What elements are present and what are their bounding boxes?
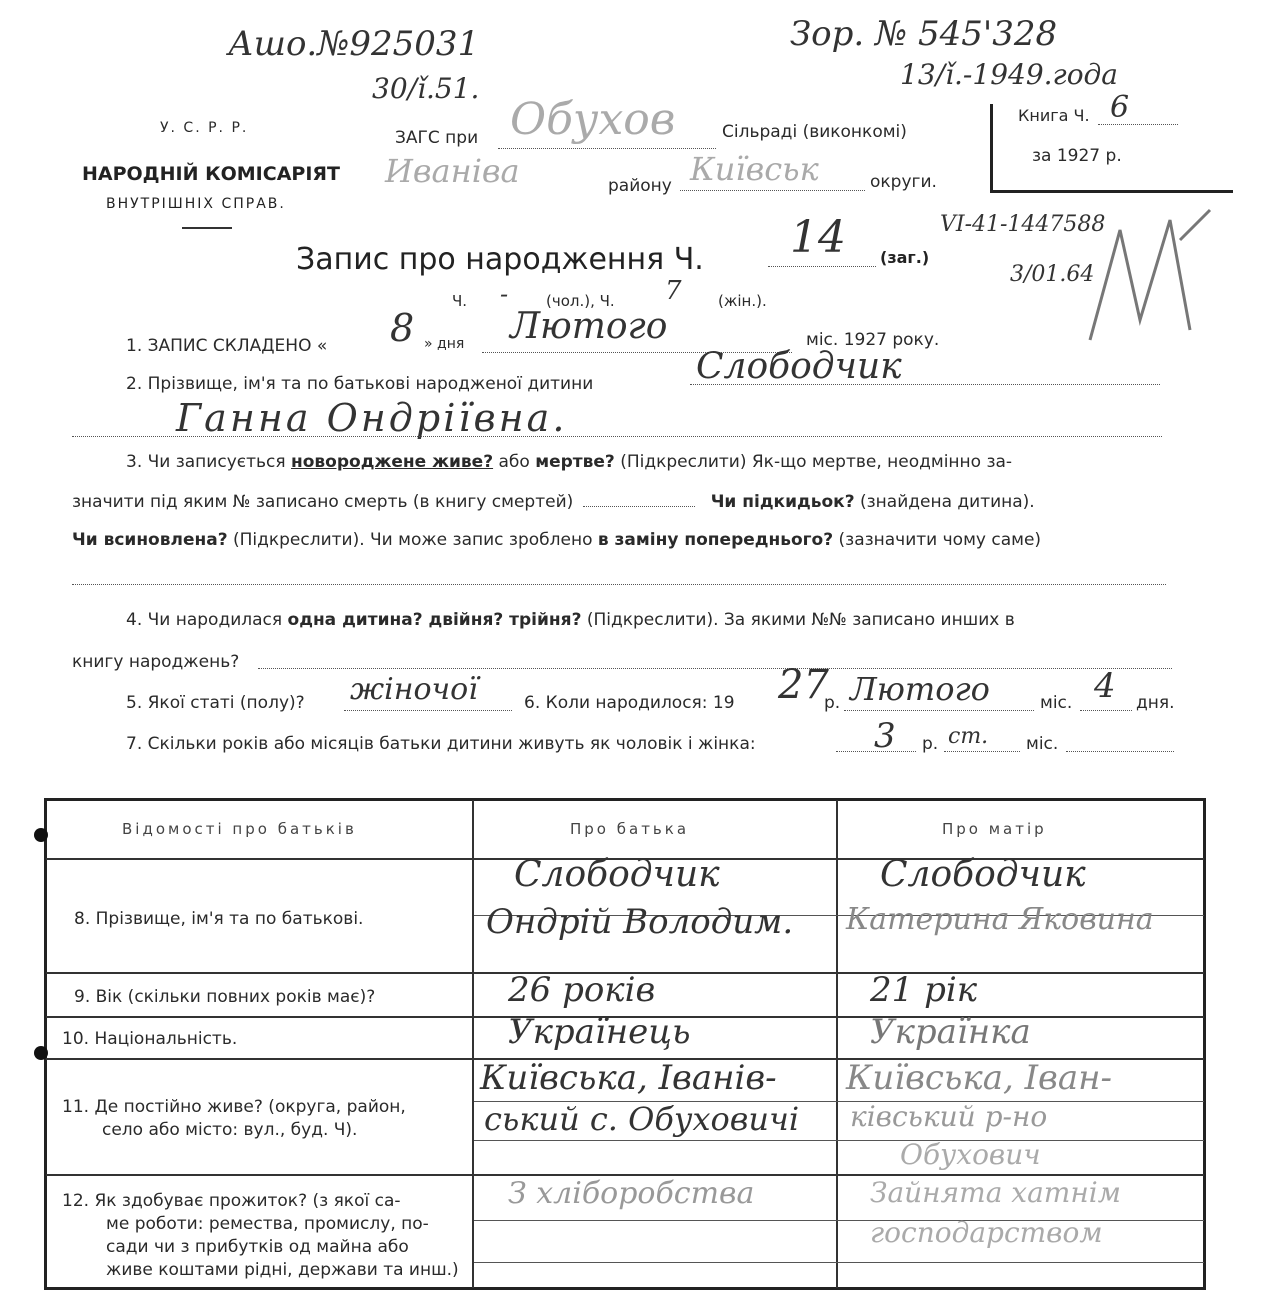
item2-label: 2. Прізвище, ім'я та по батькові народженої дитини <box>126 374 594 394</box>
born-label: 6. Коли народилося: 19 <box>524 693 735 713</box>
born-mis: міс. <box>1040 693 1073 713</box>
okrug-line <box>680 190 865 191</box>
mother-age: 21 рік <box>870 970 978 1010</box>
okrug-value: Київськ <box>690 150 819 188</box>
annotation-top-left-1: Ашо.№925031 <box>228 24 480 64</box>
mother-residence-2: ківський р-но <box>850 1100 1048 1133</box>
female-count: 7 <box>665 276 682 306</box>
male-prefix: Ч. <box>452 292 468 310</box>
item7-r: р. <box>922 734 939 754</box>
record-number-line <box>768 266 876 267</box>
child-given-line <box>72 436 1162 437</box>
mother-occupation-2: господарством <box>870 1216 1103 1249</box>
header-divider <box>182 227 232 229</box>
born-month: Лютого <box>850 670 990 708</box>
father-occupation: З хліборобства <box>508 1176 755 1211</box>
mother-occupation-1: Зайнята хатнім <box>870 1176 1121 1209</box>
zags-label: ЗАГС при <box>395 128 479 148</box>
item1-suffix: міс. 1927 року. <box>806 330 940 350</box>
district-label: району <box>608 176 672 196</box>
child-sex-line <box>344 710 512 711</box>
header-mother: Про матір <box>942 820 1047 838</box>
record-title: Запис про народження Ч. <box>296 242 704 277</box>
father-nationality: Українець <box>508 1012 691 1052</box>
item5-label: 5. Якої статі (полу)? <box>126 693 305 713</box>
born-month-line <box>844 710 1034 711</box>
item3-line1: 3. Чи записується новороджене живе? або мертве? (Підкреслити) Як-що мертве, неодмінно за- <box>126 452 1013 472</box>
book-number: 6 <box>1110 90 1130 125</box>
mother-surname: Слободчик <box>880 854 1086 895</box>
item1-mid: » дня <box>424 336 465 352</box>
book-label: Книга Ч. <box>1018 106 1090 125</box>
table-subline-12b <box>474 1262 1204 1263</box>
father-name: Ондрій Володим. <box>486 902 794 942</box>
annotation-top-right-1: Зор. № 545'328 <box>790 14 1058 54</box>
row-11-label: 11. Де постійно живе? (округа, район, село або місто: вул., буд. Ч). <box>62 1097 406 1140</box>
annotation-top-right-2: 13/ǐ.-1949.года <box>900 58 1118 91</box>
item4-line1: 4. Чи народилася одна дитина? двійня? трійня? (Підкреслити). За якими №№ записано инших в <box>126 610 1015 630</box>
annotation-right-margin-1: VI-41-1447588 <box>940 212 1106 237</box>
record-number: 14 <box>790 212 846 263</box>
item1-day: 8 <box>390 306 415 350</box>
child-surname: Слободчик <box>696 346 902 387</box>
row-12-label: 12. Як здобуває прожиток? (з якої са- ме роботи: ремества, промислу, по- сади чи з прибутків од майна або живе коштами рідні, держави та инш.) <box>62 1191 459 1280</box>
zags-village-line <box>498 148 716 149</box>
born-day-line <box>1080 710 1132 711</box>
row-8-label: 8. Прізвище, ім'я та по батькові. <box>74 909 364 929</box>
ministry-subtitle: ВНУТРІШНІХ СПРАВ. <box>106 196 286 212</box>
born-year: 27 <box>778 662 829 708</box>
row-9-label: 9. Вік (скільки повних років має)? <box>74 987 376 1007</box>
district-value: Иваніва <box>385 152 520 190</box>
table-divider-2 <box>836 800 838 1288</box>
book-number-line <box>1098 124 1178 125</box>
header-father: Про батька <box>570 820 690 838</box>
father-age: 26 років <box>508 970 656 1010</box>
row-10-label: 10. Національність. <box>62 1029 238 1049</box>
item3-line <box>72 584 1166 585</box>
annotation-right-margin-2: 3/01.64 <box>1010 262 1095 287</box>
binder-hole-2 <box>34 1046 48 1060</box>
item7-mis: міс. <box>1026 734 1059 754</box>
okrug-label: округи. <box>870 172 937 192</box>
mother-nationality: Українка <box>870 1012 1031 1052</box>
child-sex: жіночої <box>350 672 478 707</box>
ministry-title: НАРОДНІЙ КОМІСАРІЯТ <box>82 163 340 185</box>
header-info: Відомості про батьків <box>122 820 357 838</box>
item4-line2: книгу народжень? <box>72 652 240 672</box>
male-count: - <box>500 280 509 308</box>
annotation-top-left-2: 30/ǐ.51. <box>372 72 480 105</box>
father-residence-2: ський с. Обуховичі <box>484 1100 800 1138</box>
book-year: за 1927 р. <box>1032 146 1122 166</box>
item7-tail-line <box>1066 751 1174 752</box>
born-r: р. <box>824 693 841 713</box>
item7-months-line <box>944 751 1020 752</box>
binder-hole-1 <box>34 828 48 842</box>
republic-label: У. С. Р. Р. <box>160 120 249 136</box>
signature-scribble <box>1080 200 1230 360</box>
female-label: (жін.). <box>718 292 767 310</box>
item3-line2: значити під яким № записано смерть (в книгу смертей) Чи підкидьок? (знайдена дитина). <box>72 492 1035 512</box>
child-given-name: Ганна Ондріївна. <box>176 396 568 440</box>
mother-residence-3: Обухович <box>900 1138 1041 1171</box>
record-suffix: (заг.) <box>880 248 930 267</box>
table-subline-11b <box>474 1140 1204 1141</box>
item7-months: ст. <box>948 724 989 749</box>
table-divider-1 <box>472 800 474 1288</box>
child-surname-line <box>690 384 1160 385</box>
mother-residence-1: Київська, Іван- <box>846 1058 1112 1098</box>
item1-prefix: 1. ЗАПИС СКЛАДЕНО « <box>126 336 328 356</box>
father-residence-1: Київська, Іванів- <box>480 1058 777 1098</box>
born-dnia: дня. <box>1136 693 1175 713</box>
item1-month: Лютого <box>510 306 668 347</box>
mother-name: Катерина Яковина <box>846 902 1154 937</box>
father-surname: Слободчик <box>514 854 720 895</box>
item3-line3: Чи всиновлена? (Підкреслити). Чи може запис зроблено в заміну попереднього? (зазначити чому саме) <box>72 530 1042 550</box>
item7-label: 7. Скільки років або місяців батьки дитини живуть як чоловік і жінка: <box>126 734 756 754</box>
zags-village-value: Обухов <box>510 94 676 145</box>
born-day: 4 <box>1094 666 1116 706</box>
male-label: (чол.), Ч. <box>546 292 615 310</box>
village-council-label: Сільраді (виконкомі) <box>722 122 907 142</box>
item7-years: 3 <box>874 716 896 756</box>
item4-line <box>258 668 1172 669</box>
